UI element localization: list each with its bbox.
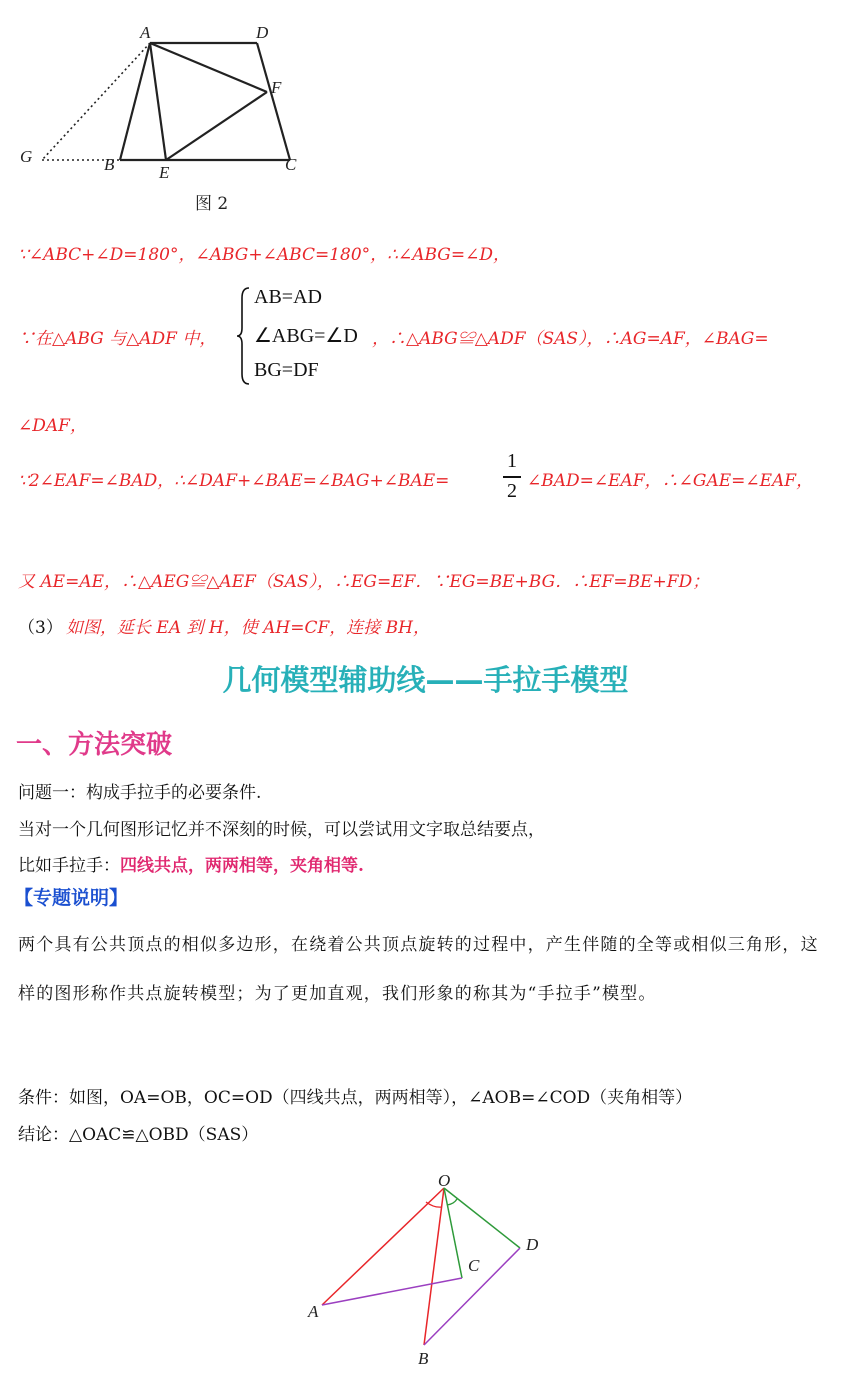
proof-line-2-suffix: ，∴△ABG≌△ADF（SAS），∴AG=AF，∠BAG= [372,329,769,349]
brace-line-2: ∠ABG=∠D [254,325,358,347]
condition-line: 条件：如图，OA=OB，OC=OD（四线共点，两两相等），∠AOB=∠COD（夹角相等） [18,1088,693,1108]
point-d-label: D [256,23,269,42]
point-a-label: A [140,23,151,42]
brace-icon [236,286,252,386]
question-3-keypoints: 四线共点，两两相等，夹角相等. [120,856,364,876]
point-a-label-2: A [308,1302,319,1321]
point-g-label: G [20,147,33,166]
point-e-label: E [159,163,170,182]
point-f-label: F [271,78,282,97]
brace-line-1: AB=AD [254,286,322,308]
brace-line-3: BG=DF [254,359,319,381]
proof-line-4-suffix: ∠BAD=∠EAF，∴∠GAE=∠EAF， [527,471,814,491]
proof-line-6: 如图，延长 EA 到 H，使 AH=CF，连接 BH， [66,618,430,638]
hand-in-hand-diagram [300,1170,560,1380]
question-1: 问题一：构成手拉手的必要条件. [18,783,262,803]
point-c-label-2: C [468,1256,480,1275]
question-3 [18,851,364,876]
proof-line-6-number: （3） [18,618,63,638]
model-description: 两个具有公共顶点的相似多边形，在绕着公共顶点旋转的过程中，产生伴随的全等或相似三角形，这样的图形称作共点旋转模型；为了更加直观，我们形象的称其为“手拉手”模型。 [18,935,819,1004]
point-d-label-2: D [526,1235,539,1254]
fraction-denominator: 2 [507,480,517,502]
figure-2-diagram [0,0,340,220]
proof-line-1: ∵∠ABC+∠D=180°，∠ABG+∠ABC=180°，∴∠ABG=∠D， [18,245,510,265]
question-3-prefix: 比如手拉手： [18,856,120,876]
proof-line-5: 又 AE=AE，∴△AEG≌△AEF（SAS），∴EG=EF．∵EG=BE+BG．∴EF=BE+FD； [18,572,710,592]
fraction-bar [503,476,521,478]
point-o-label: O [438,1171,451,1190]
section-heading: 一、方法突破 [16,730,173,760]
point-b-label: B [104,155,115,174]
question-2: 当对一个几何图形记忆并不深刻的时候，可以尝试用文字取总结要点， [18,820,545,840]
page-title: 几何模型辅助线——手拉手模型 [222,663,629,697]
proof-line-4-prefix: ∵2∠EAF=∠BAD，∴∠DAF+∠BAE=∠BAG+∠BAE= [18,471,450,491]
conclusion-line: 结论：△OAC≌△OBD（SAS） [18,1125,259,1145]
point-c-label: C [285,155,297,174]
special-heading: 【专题说明】 [14,887,129,909]
fraction-numerator: 1 [507,450,517,472]
proof-line-3: ∠DAF， [18,416,87,436]
point-b-label-2: B [418,1349,429,1368]
proof-line-2-prefix: ∵在△ABG 与△ADF 中， [18,329,217,349]
figure-2-caption: 图 2 [195,194,229,214]
